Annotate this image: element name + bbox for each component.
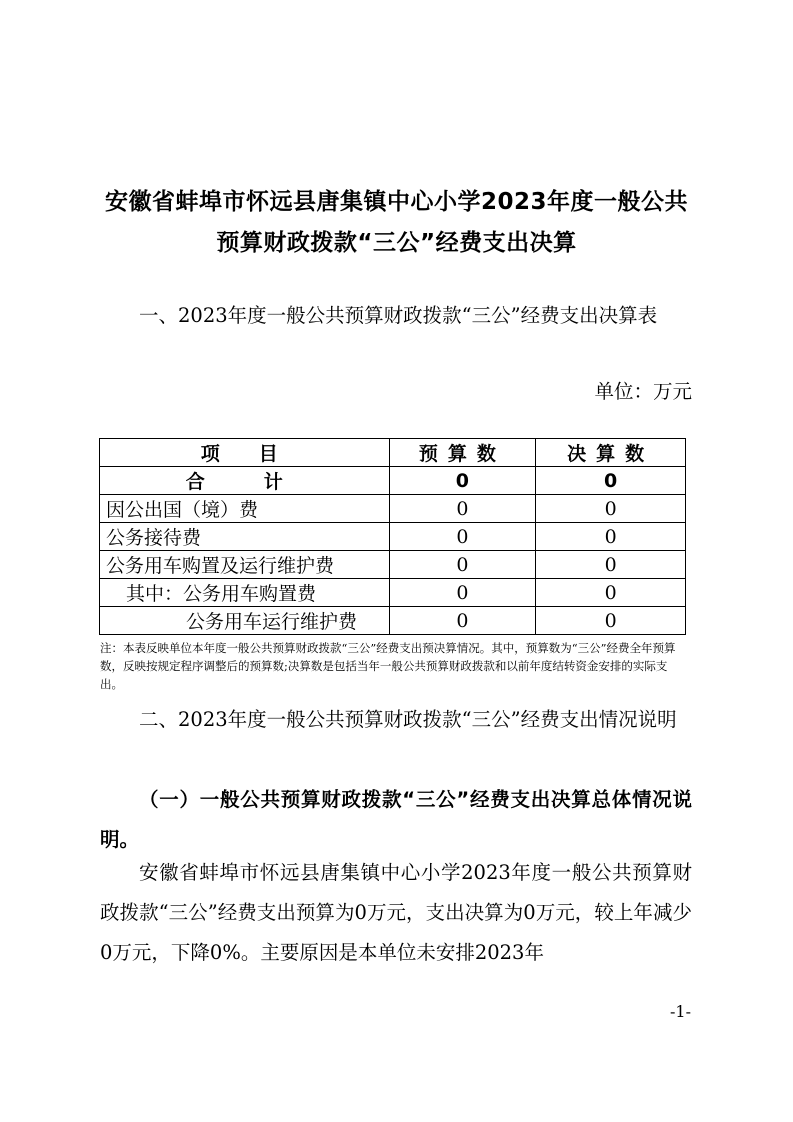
row-final: 0: [536, 467, 686, 495]
table-row: [100, 495, 686, 523]
row-item: 公务接待费: [100, 523, 390, 551]
section-1-heading: 一、2023年度一般公共预算财政拨款“三公”经费支出决算表: [139, 304, 658, 327]
section-2-body: 安徽省蚌埠市怀远县唐集镇中心小学2023年度一般公共预算财政拨款“三公”经费支出预算为0万元，支出决算为0万元，较上年减少0万元，下降0%。主要原因是本单位未安排2023年: [100, 861, 692, 964]
page-number: -1-: [670, 1002, 691, 1021]
row-item: 公务用车运行维护费: [100, 607, 390, 635]
row-final: 0: [536, 579, 686, 607]
row-final: 0: [536, 495, 686, 523]
row-item: 因公出国（境）费: [100, 495, 390, 523]
header-budget: 预算数: [389, 439, 536, 467]
row-item: 其中：公务用车购置费: [100, 579, 390, 607]
row-final: 0: [536, 551, 686, 579]
row-item: 公务用车购置及运行维护费: [100, 551, 390, 579]
table-row: [100, 523, 686, 551]
table-row: [100, 607, 686, 635]
row-budget: 0: [389, 467, 536, 495]
table-row: [100, 579, 686, 607]
expense-table: [99, 438, 686, 635]
section-2-heading: 二、2023年度一般公共预算财政拨款“三公”经费支出情况说明: [139, 708, 677, 731]
table-row-total: [100, 467, 686, 495]
table-row: [100, 551, 686, 579]
row-final: 0: [536, 607, 686, 635]
header-final: 决算数: [536, 439, 686, 467]
section-2-subheading: （一）一般公共预算财政拨款“三公”经费支出决算总体情况说明。: [100, 788, 692, 851]
table-header-row: [100, 439, 686, 467]
row-budget: 0: [389, 523, 536, 551]
row-final: 0: [536, 523, 686, 551]
row-budget: 0: [389, 607, 536, 635]
document-title-line-2: 预算财政拨款“三公”经费支出决算: [216, 230, 577, 256]
header-item: 项 目: [100, 439, 390, 467]
row-item: 合 计: [100, 467, 390, 495]
row-budget: 0: [389, 495, 536, 523]
row-budget: 0: [389, 579, 536, 607]
unit-label: 单位：万元: [594, 380, 692, 403]
table-note: 注：本表反映单位本年度一般公共预算财政拨款“三公”经费支出预决算情况。其中，预算数为“三公”经费全年预算数，反映按规定程序调整后的预算数;决算数是包括当年一般公共预算财政拨款和以前年度结转资金安排的实际支出。: [100, 641, 676, 691]
document-title-line-1: 安徽省蚌埠市怀远县唐集镇中心小学2023年度一般公共: [104, 189, 688, 215]
row-budget: 0: [389, 551, 536, 579]
